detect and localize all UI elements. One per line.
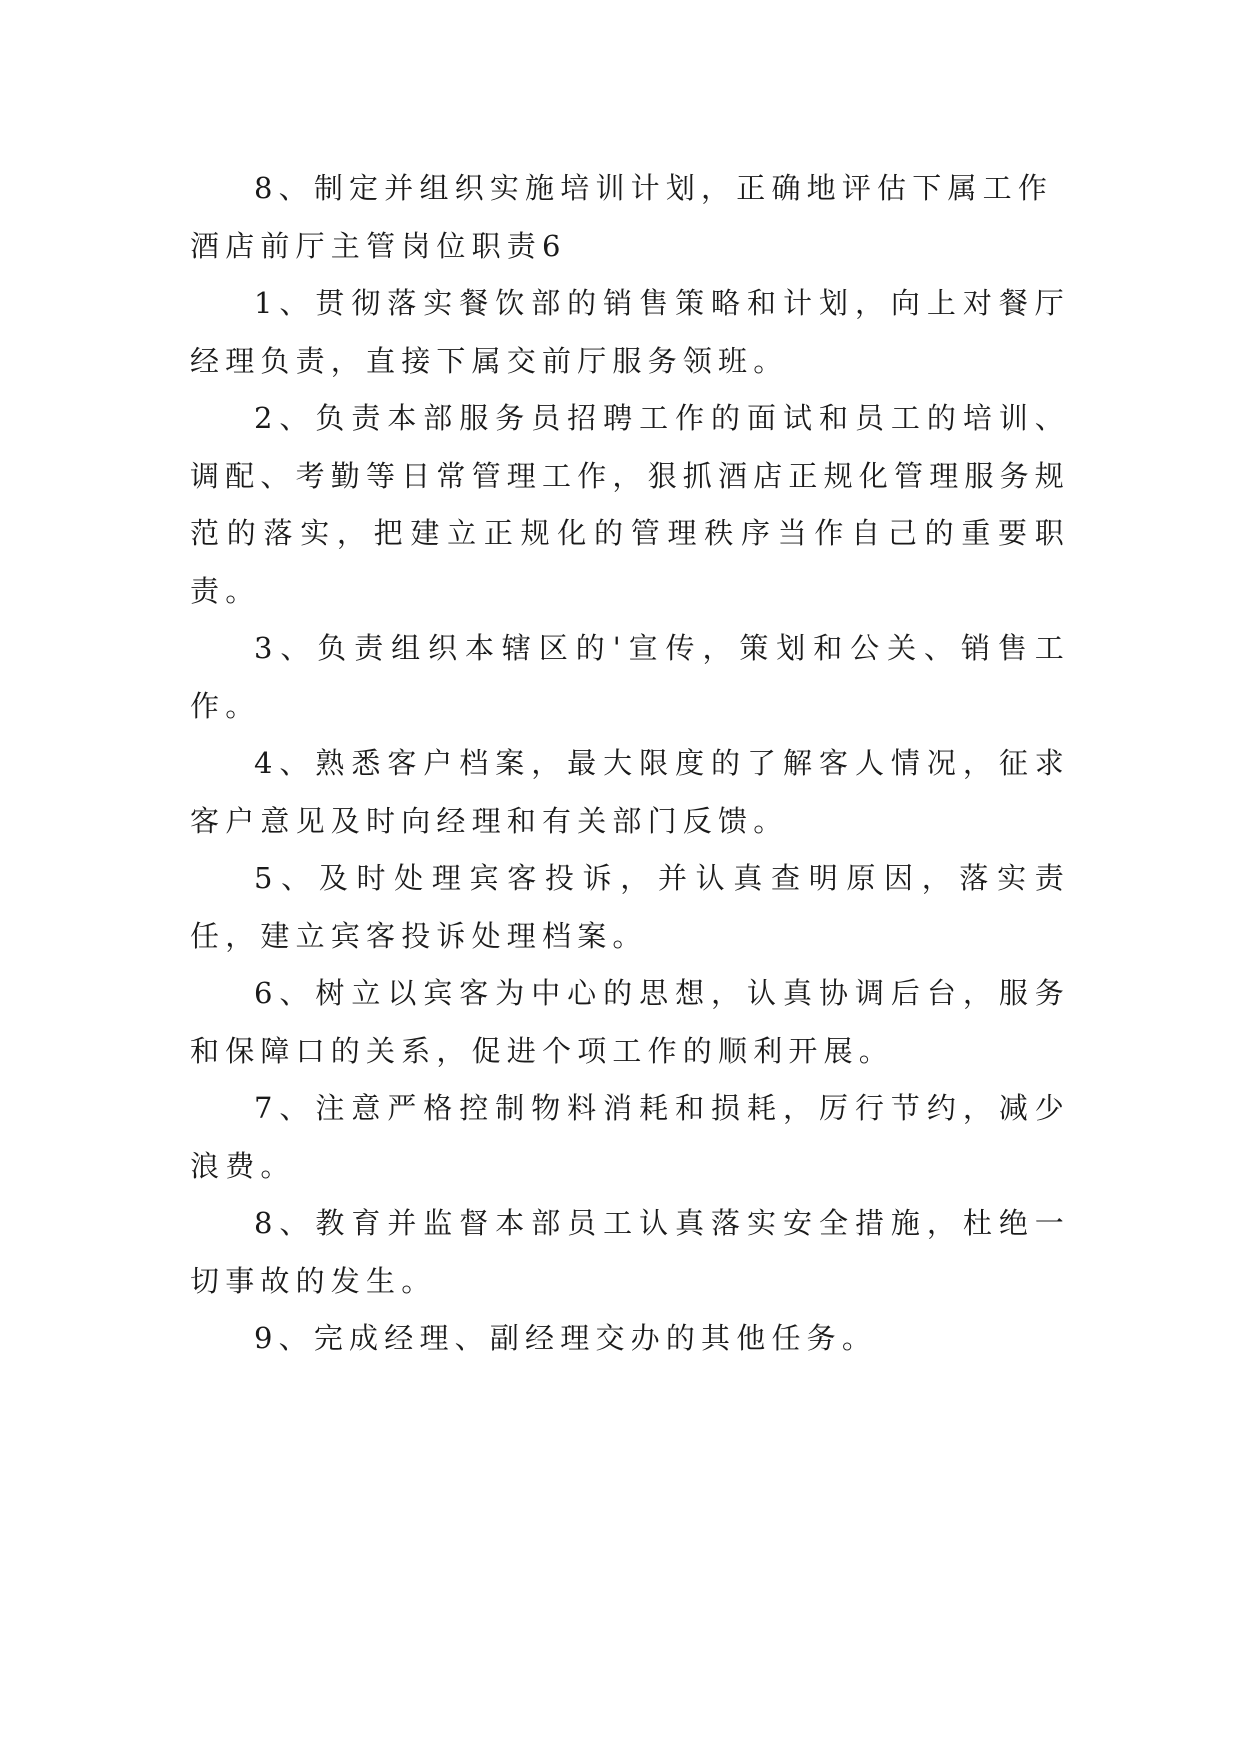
section-heading: 酒店前厅主管岗位职责6 <box>190 228 567 263</box>
paragraph-item-7: 7、注意严格控制物料消耗和损耗，厉行节约，减少浪费。 <box>190 1091 1070 1183</box>
paragraph-item-2: 2、负责本部服务员招聘工作的面试和员工的培训、调配、考勤等日常管理工作，狠抓酒店正规化管理服务规范的落实，把建立正规化的管理秩序当作自己的重要职责。 <box>190 401 1071 608</box>
paragraph-item-3: 3、负责组织本辖区的'宣传，策划和公关、销售工作。 <box>190 631 1070 723</box>
paragraph-item-6: 6、树立以宾客为中心的思想，认真协调后台，服务和保障口的关系，促进个项工作的顺利开展。 <box>190 976 1070 1068</box>
document-page <box>190 160 1070 1368</box>
paragraph-item-9: 9、完成经理、副经理交办的其他任务。 <box>254 1321 878 1355</box>
paragraph-item-5: 5、及时处理宾客投诉，并认真查明原因，落实责任，建立宾客投诉处理档案。 <box>190 861 1070 953</box>
paragraph-item-4: 4、熟悉客户档案，最大限度的了解客人情况，征求客户意见及时向经理和有关部门反馈。 <box>190 746 1070 838</box>
paragraph-item-8: 8、教育并监督本部员工认真落实安全措施，杜绝一切事故的发生。 <box>190 1206 1070 1298</box>
paragraph-item-8-training: 8、制定并组织实施培训计划，正确地评估下属工作 <box>254 171 1054 205</box>
paragraph-item-1: 1、贯彻落实餐饮部的销售策略和计划，向上对餐厅经理负责，直接下属交前厅服务领班。 <box>190 286 1070 378</box>
